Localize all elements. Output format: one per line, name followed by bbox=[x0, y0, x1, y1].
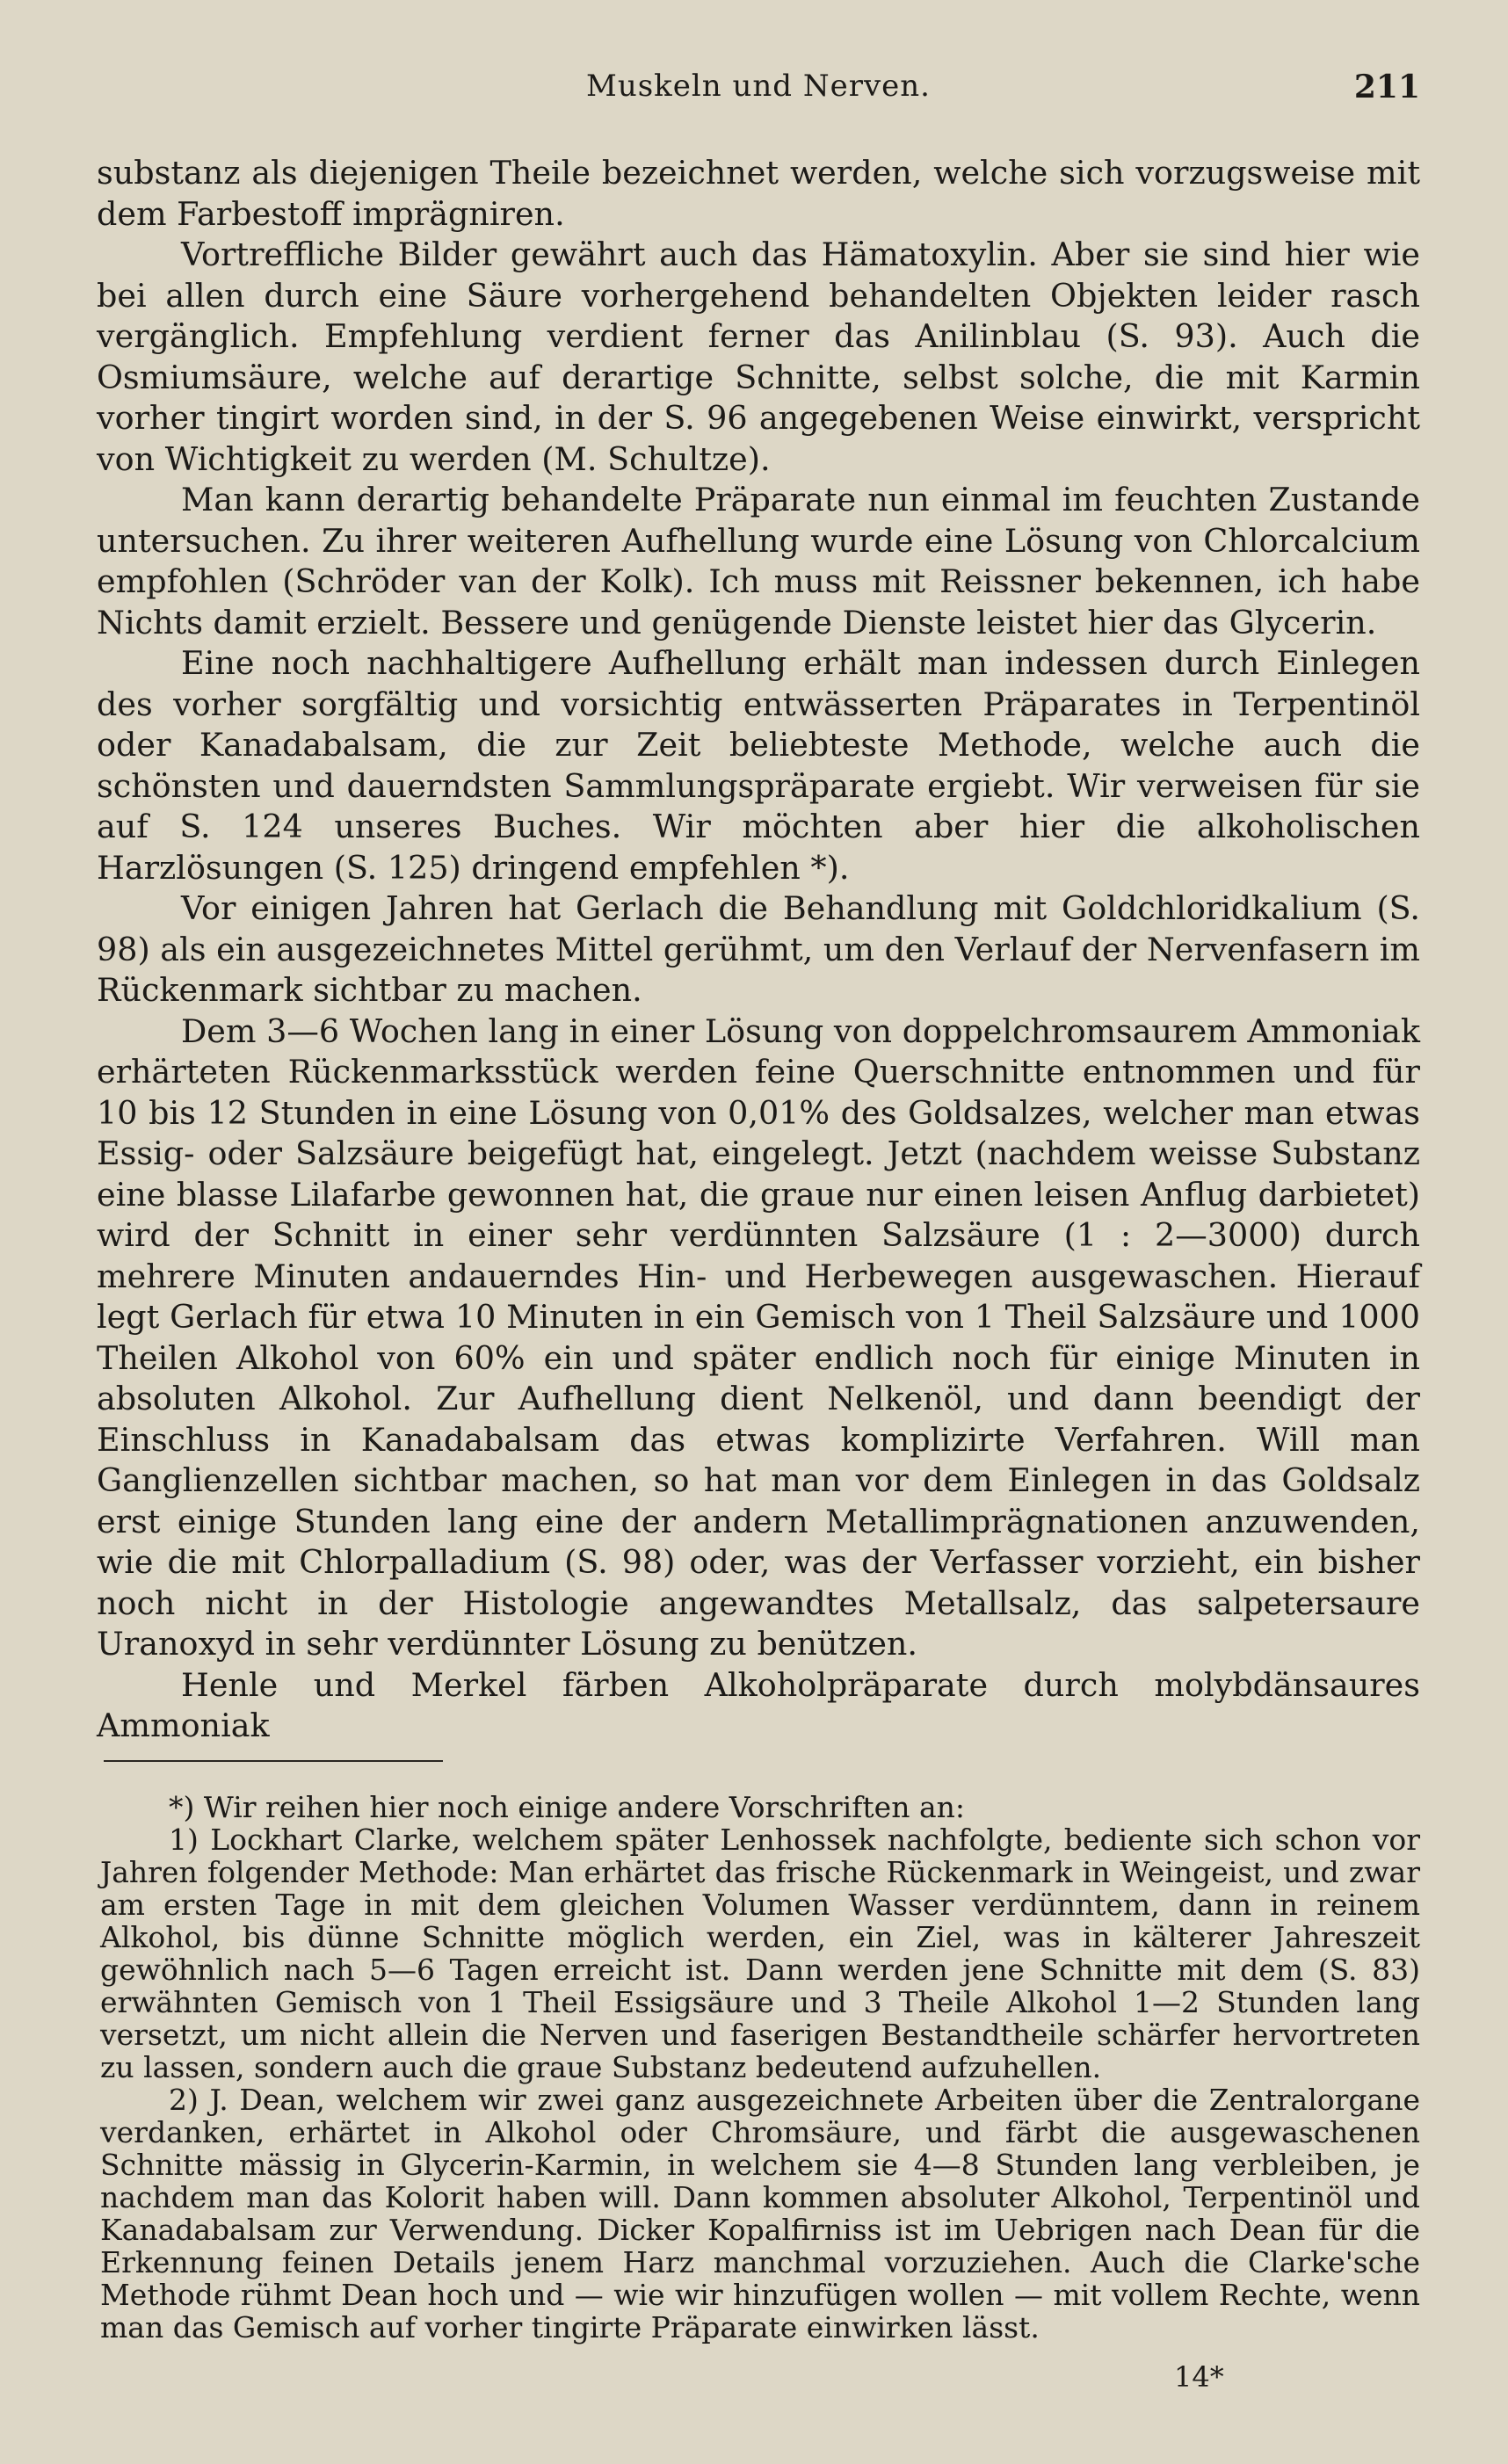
footnote-intro: *) Wir reihen hier noch einige andere Vorschriften an: bbox=[169, 1790, 966, 1824]
paragraph: Eine noch nachhaltigere Aufhellung erhält man indessen durch Einlegen des vorher sorgfältig und vorsichtig entwässerten Präparates in Terpentinöl oder Kanadabalsam, die zur Zeit beliebteste Methode, welche auch die schönsten und dauerndsten Sammlungspräparate ergiebt. Wir verweisen für sie auf S. 124 unseres Buches. Wir möchten aber hier die alkoholischen Harzlösungen (S. 125) dringend empfehlen *). bbox=[97, 644, 1420, 887]
main-text bbox=[97, 153, 1420, 1747]
page-number: 211 bbox=[1353, 69, 1420, 105]
page-header bbox=[97, 69, 1420, 112]
footnote: 2) J. Dean, welchem wir zwei ganz ausgezeichnete Arbeiten über die Zentralorgane verdanken, erhärtet in Alkohol oder Chromsäure, und färbt die ausgewaschenen Schnitte mässig in Glycerin-Karmin, in welchem sie 4—8 Stunden lang verbleiben, je nachdem man das Kolorit haben will. Dann kommen absoluter Alkohol, Terpentinöl und Kanadabalsam zur Verwendung. Dicker Kopalfirniss ist im Uebrigen nach Dean für die Erkennung feinen Details jenem Harz manchmal vorzuziehen. Auch die Clarke'sche Methode rühmt Dean hoch und — wie wir hinzufügen wollen — mit vollem Rechte, wenn man das Gemisch auf vorher tingirte Präparate einwirken lässt. bbox=[100, 2083, 1420, 2344]
running-title: Muskeln und Nerven. bbox=[586, 69, 931, 104]
footnotes bbox=[100, 1791, 1420, 2344]
footnote: 1) Lockhart Clarke, welchem später Lenhossek nachfolgte, bediente sich schon vor Jahren folgender Methode: Man erhärtet das frische Rückenmark in Weingeist, und zwar am ersten Tage in mit dem gleichen Volumen Wasser verdünntem, dann in reinem Alkohol, bis dünne Schnitte möglich werden, ein Ziel, was in kälterer Jahreszeit gewöhnlich nach 5—6 Tagen erreicht ist. Dann werden jene Schnitte mit dem (S. 83) erwähnten Gemisch von 1 Theil Essigsäure und 3 Theile Alkohol 1—2 Stunden lang versetzt, um nicht allein die Nerven und faserigen Bestandtheile schärfer hervortreten zu lassen, sondern auch die graue Substanz bedeutend aufzuhellen. bbox=[100, 1823, 1420, 2084]
paragraph: Dem 3—6 Wochen lang in einer Lösung von doppelchromsaurem Ammoniak erhärteten Rückenmarksstück werden feine Querschnitte entnommen und für 10 bis 12 Stunden in eine Lösung von 0,01% des Goldsalzes, welcher man etwas Essig- oder Salzsäure beigefügt hat, eingelegt. Jetzt (nachdem weisse Substanz eine blasse Lilafarbe gewonnen hat, die graue nur einen leisen Anflug darbietet) wird der Schnitt in einer sehr verdünnten Salzsäure (1 : 2—3000) durch mehrere Minuten andauerndes Hin- und Herbewegen ausgewaschen. Hierauf legt Gerlach für etwa 10 Minuten in ein Gemisch von 1 Theil Salzsäure und 1000 Theilen Alkohol von 60% ein und später endlich noch für einige Minuten in absoluten Alkohol. Zur Aufhellung dient Nelkenöl, und dann beendigt der Einschluss in Kanadabalsam das etwas komplizirte Verfahren. Will man Ganglienzellen sichtbar machen, so hat man vor dem Einlegen in das Goldsalz erst einige Stunden lang eine der andern Metallimprägnationen anzuwenden, wie die mit Chlorpalladium (S. 98) oder, was der Verfasser vorzieht, ein bisher noch nicht in der Histologie angewandtes Metallsalz, das salpetersaure Uranoxyd in sehr verdünnter Lösung zu benützen. bbox=[97, 1011, 1420, 1663]
paragraph: substanz als diejenigen Theile bezeichnet werden, welche sich vorzugsweise mit dem Farbestoff imprägniren. bbox=[97, 154, 1420, 233]
footnote-rule bbox=[104, 1760, 443, 1762]
paragraph: Man kann derartig behandelte Präparate nun einmal im feuchten Zustande untersuchen. Zu ihrer weiteren Aufhellung wurde eine Lösung von Chlorcalcium empfohlen (Schröder van der Kolk). Ich muss mit Reissner bekennen, ich habe Nichts damit erzielt. Bessere und genügende Dienste leistet hier das Glycerin. bbox=[97, 481, 1420, 641]
paragraph: Vortreffliche Bilder gewährt auch das Hämatoxylin. Aber sie sind hier wie bei allen durch eine Säure vorhergehend behandelten Objekten leider rasch vergänglich. Empfehlung verdient ferner das Anilinblau (S. 93). Auch die Osmiumsäure, welche auf derartige Schnitte, selbst solche, die mit Karmin vorher tingirt worden sind, in der S. 96 angegebenen Weise einwirkt, verspricht von Wichtigkeit zu werden (M. Schultze). bbox=[97, 236, 1420, 478]
signature-mark: 14* bbox=[1174, 2360, 1224, 2394]
paragraph: Vor einigen Jahren hat Gerlach die Behandlung mit Goldchloridkalium (S. 98) als ein ausgezeichnetes Mittel gerühmt, um den Verlauf der Nervenfasern im Rückenmark sichtbar zu machen. bbox=[97, 889, 1420, 1009]
paragraph: Henle und Merkel färben Alkoholpräparate durch molybdänsaures Ammoniak bbox=[97, 1665, 1420, 1744]
